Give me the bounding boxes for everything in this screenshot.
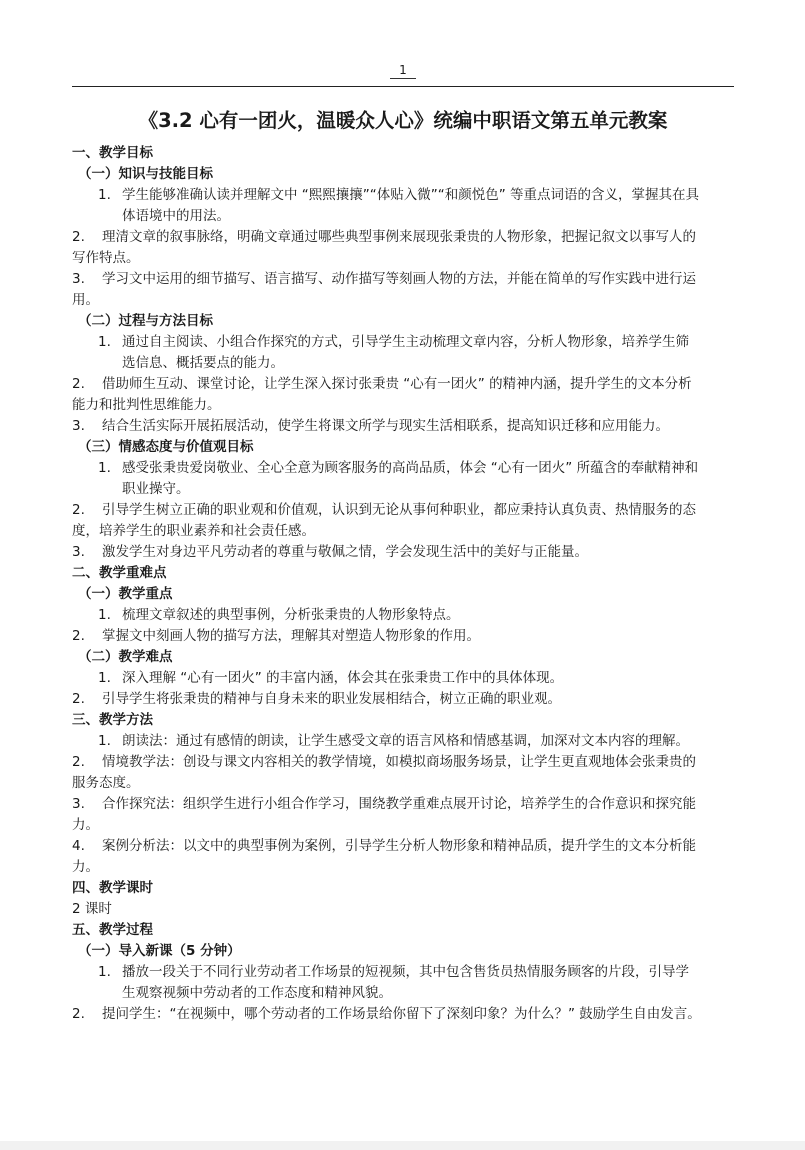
paragraph-line: 力。 (72, 817, 99, 833)
paragraph-line (72, 626, 734, 647)
section-heading: 二、教学重难点 (72, 565, 167, 581)
paragraph-text: 学习文中运用的细节描写、语言描写、动作描写等刻画人物的方法，并能在简单的写作实践中进行运 (102, 271, 696, 287)
list-item-line: 生观察视频中劳动者的工作态度和精神风貌。 (122, 985, 392, 1001)
list-number: 3. (72, 271, 85, 287)
list-item (72, 668, 734, 689)
list-item (72, 731, 734, 752)
list-item-line: 梳理文章叙述的典型事例，分析张秉贵的人物形象特点。 (122, 607, 460, 623)
paragraph-line (72, 542, 734, 563)
paragraph-line: 能力和批判性思维能力。 (72, 397, 221, 413)
list-number: 1. (98, 607, 111, 623)
list-number: 1. (98, 964, 111, 980)
paragraph-line (72, 269, 734, 290)
list-number: 3. (72, 796, 85, 812)
paragraph-line (72, 227, 734, 248)
list-item (72, 962, 734, 1004)
numbered-paragraph (72, 500, 734, 542)
paragraph-text: 情境教学法：创设与课文内容相关的教学情境，如模拟商场服务场景，让学生更直观地体会张秉贵的 (102, 754, 696, 770)
document-body (72, 143, 734, 1025)
list-item-line: 播放一段关于不同行业劳动者工作场景的短视频，其中包含售货员热情服务顾客的片段，引导学 (122, 964, 689, 980)
paragraph-text: 结合生活实际开展拓展活动，使学生将课文所学与现实生活相联系，提高知识迁移和应用能力。 (102, 418, 669, 434)
paragraph-line (72, 752, 734, 773)
numbered-paragraph (72, 626, 734, 647)
list-number: 2. (72, 628, 85, 644)
paragraph-line: 力。 (72, 859, 99, 875)
subsection-heading: （一）知识与技能目标 (78, 166, 213, 182)
paragraph: 2 课时 (72, 901, 112, 917)
paragraph-text: 引导学生树立正确的职业观和价值观，认识到无论从事何种职业，都应秉持认真负责、热情服务的态 (102, 502, 696, 518)
paragraph-line (72, 500, 734, 521)
numbered-paragraph (72, 374, 734, 416)
document-title: 《3.2 心有一团火，温暖众人心》统编中职语文第五单元教案 (138, 109, 668, 132)
list-number: 3. (72, 544, 85, 560)
paragraph-line (72, 836, 734, 857)
list-item-line: 深入理解 “心有一团火” 的丰富内涵，体会其在张秉贵工作中的具体体现。 (122, 670, 564, 686)
numbered-paragraph (72, 1004, 734, 1025)
numbered-paragraph (72, 794, 734, 836)
paragraph-line (72, 689, 734, 710)
list-item-line: 朗读法：通过有感情的朗读，让学生感受文章的语言风格和情感基调，加深对文本内容的理解。 (122, 733, 689, 749)
paragraph-line (72, 416, 734, 437)
numbered-paragraph (72, 269, 734, 311)
list-number: 1. (98, 733, 111, 749)
list-number: 2. (72, 229, 85, 245)
list-item-line: 选信息、概括要点的能力。 (122, 355, 284, 371)
section-heading: 四、教学课时 (72, 880, 153, 896)
paragraph-line (72, 1004, 734, 1025)
paragraph-text: 借助师生互动、课堂讨论，让学生深入探讨张秉贵 “心有一团火” 的精神内涵，提升学生的文本分析 (102, 376, 692, 392)
section-heading: 三、教学方法 (72, 712, 153, 728)
subsection-heading: （二）过程与方法目标 (78, 313, 213, 329)
paragraph-text: 引导学生将张秉贵的精神与自身未来的职业发展相结合，树立正确的职业观。 (102, 691, 561, 707)
page-number: 1 (390, 63, 416, 79)
list-number: 4. (72, 838, 85, 854)
numbered-paragraph (72, 836, 734, 878)
list-item-line: 职业操守。 (122, 481, 190, 497)
list-number: 2. (72, 376, 85, 392)
list-number: 2. (72, 502, 85, 518)
paragraph-text: 掌握文中刻画人物的描写方法，理解其对塑造人物形象的作用。 (102, 628, 480, 644)
numbered-paragraph (72, 227, 734, 269)
list-item (72, 332, 734, 374)
paragraph-line (72, 794, 734, 815)
subsection-heading: （一）教学重点 (78, 586, 173, 602)
list-item (72, 185, 734, 227)
list-number: 1. (98, 187, 111, 203)
paragraph-line: 写作特点。 (72, 250, 140, 266)
list-item (72, 458, 734, 500)
numbered-paragraph (72, 752, 734, 794)
subsection-heading: （一）导入新课（5 分钟） (78, 943, 241, 959)
section-heading: 五、教学过程 (72, 922, 153, 938)
list-number: 1. (98, 334, 111, 350)
list-number: 3. (72, 418, 85, 434)
numbered-paragraph (72, 689, 734, 710)
list-number: 1. (98, 670, 111, 686)
list-item-line: 体语境中的用法。 (122, 208, 230, 224)
paragraph-text: 合作探究法：组织学生进行小组合作学习，围绕教学重难点展开讨论，培养学生的合作意识和探究能 (102, 796, 696, 812)
subsection-heading: （二）教学难点 (78, 649, 173, 665)
numbered-paragraph (72, 542, 734, 563)
paragraph-text: 案例分析法：以文中的典型事例为案例，引导学生分析人物形象和精神品质，提升学生的文本分析能 (102, 838, 696, 854)
list-number: 2. (72, 691, 85, 707)
paragraph-line (72, 374, 734, 395)
list-item (72, 605, 734, 626)
paragraph-line: 服务态度。 (72, 775, 140, 791)
numbered-paragraph (72, 416, 734, 437)
paragraph-line: 用。 (72, 292, 99, 308)
list-number: 2. (72, 1006, 85, 1022)
list-number: 2. (72, 754, 85, 770)
list-number: 1. (98, 460, 111, 476)
paragraph-line: 度，培养学生的职业素养和社会责任感。 (72, 523, 315, 539)
paragraph-text: 激发学生对身边平凡劳动者的尊重与敬佩之情，学会发现生活中的美好与正能量。 (102, 544, 588, 560)
paragraph-text: 提问学生：“在视频中，哪个劳动者的工作场景给你留下了深刻印象？为什么？” 鼓励学生自由发言。 (102, 1006, 701, 1022)
list-item-line: 学生能够准确认读并理解文中 “熙熙攘攘”“体贴入微”“和颜悦色” 等重点词语的含义，掌握其在具 (122, 187, 700, 203)
header-rule (72, 86, 734, 87)
list-item-line: 感受张秉贵爱岗敬业、全心全意为顾客服务的高尚品质，体会 “心有一团火” 所蕴含的奉献精神和 (122, 460, 699, 476)
section-heading: 一、教学目标 (72, 145, 153, 161)
subsection-heading: （三）情感态度与价值观目标 (78, 439, 254, 455)
paragraph-text: 理清文章的叙事脉络，明确文章通过哪些典型事例来展现张秉贵的人物形象，把握记叙文以事写人的 (102, 229, 696, 245)
list-item-line: 通过自主阅读、小组合作探究的方式，引导学生主动梳理文章内容，分析人物形象，培养学生筛 (122, 334, 689, 350)
